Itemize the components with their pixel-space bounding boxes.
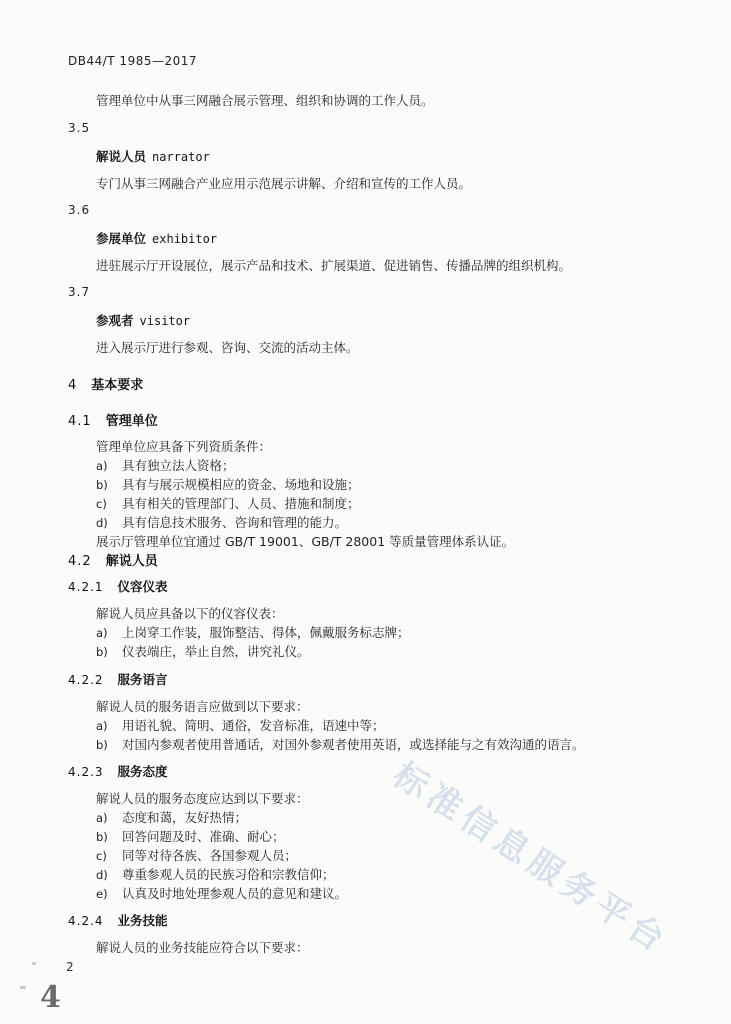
list-item (96, 827, 285, 845)
list-text: 态度和蔼，友好热情； (122, 810, 248, 825)
list-item (96, 808, 247, 826)
list-marker: a) (96, 459, 108, 473)
subsection-heading (68, 577, 168, 595)
subsection-title: 仪容仪表 (117, 579, 168, 594)
list-text: 上岗穿工作装，服饰整洁、得体，佩戴服务标志牌； (122, 625, 410, 640)
list-text: 认真及时地处理参观人员的意见和建议。 (122, 886, 348, 901)
term-definition: 专门从事三网融合产业应用示范展示讲解、介绍和宣传的工作人员。 (96, 176, 472, 191)
section-number: 4 (68, 378, 78, 393)
scan-speck (20, 986, 26, 989)
paragraph: 展示厅管理单位宜通过 GB/T 19001、GB/T 28001 等质量管理体系认证。 (96, 534, 515, 549)
subsection-number: 4.2.2 (68, 673, 104, 687)
list-marker: b) (96, 830, 108, 844)
term-heading (96, 311, 190, 329)
paragraph: 解说人员的服务语言应做到以下要求： (96, 699, 309, 714)
subsection-title: 业务技能 (117, 913, 168, 928)
paragraph: 解说人员的服务态度应达到以下要求： (96, 791, 309, 806)
term-en: visitor (139, 314, 191, 328)
term-number: 3.7 (68, 285, 91, 299)
term-cn: 参观者 (96, 313, 134, 328)
subsection-heading (68, 762, 168, 780)
term-en: exhibitor (152, 232, 218, 246)
list-text: 具有独立法人资格； (122, 458, 235, 473)
list-marker: c) (96, 497, 107, 511)
list-marker: a) (96, 626, 108, 640)
term-definition: 进入展示厅进行参观、咨询、交流的活动主体。 (96, 340, 359, 355)
list-marker: a) (96, 811, 108, 825)
subsection-number: 4.2.1 (68, 580, 104, 594)
list-item (96, 494, 360, 512)
intro-text: 管理单位中从事三网融合展示管理、组织和协调的工作人员。 (96, 93, 434, 108)
section-number: 4.1 (68, 414, 92, 429)
section-title: 管理单位 (105, 414, 158, 429)
list-item (96, 475, 360, 493)
paragraph: 解说人员应具备以下的仪容仪表： (96, 606, 284, 621)
corner-mark: 4 (40, 980, 61, 1015)
list-item (96, 735, 585, 753)
section-number: 4.2 (68, 554, 92, 569)
list-item (96, 865, 335, 883)
list-item (96, 884, 347, 902)
list-marker: e) (96, 887, 108, 901)
section-title: 解说人员 (105, 554, 158, 569)
subsection-title: 服务态度 (117, 764, 168, 779)
section-heading (68, 374, 143, 393)
section-title: 基本要求 (91, 378, 144, 393)
list-item (96, 456, 235, 474)
section-heading (68, 550, 158, 569)
term-cn: 解说人员 (96, 149, 147, 164)
subsection-number: 4.2.3 (68, 765, 104, 779)
list-text: 用语礼貌、简明、通俗，发音标准，语速中等； (122, 718, 385, 733)
list-marker: b) (96, 738, 108, 752)
term-heading (96, 229, 217, 247)
paragraph: 管理单位应具备下列资质条件： (96, 439, 272, 454)
list-text: 具有与展示规模相应的资金、场地和设施； (122, 477, 360, 492)
subsection-title: 服务语言 (117, 672, 168, 687)
list-marker: a) (96, 719, 108, 733)
list-item (96, 642, 310, 660)
subsection-heading (68, 670, 168, 688)
list-marker: b) (96, 645, 108, 659)
list-marker: d) (96, 516, 108, 530)
watermark: 标准信息服务平台 (385, 754, 677, 963)
scan-speck (32, 962, 36, 965)
page-number: 2 (66, 960, 74, 974)
list-item (96, 623, 410, 641)
list-text: 同等对待各族、各国参观人员； (122, 848, 298, 863)
list-item (96, 513, 347, 531)
list-item (96, 716, 385, 734)
subsection-heading (68, 911, 168, 929)
section-heading (68, 410, 158, 429)
term-en: narrator (152, 150, 210, 164)
document-code: DB44/T 1985—2017 (68, 54, 198, 68)
list-marker: d) (96, 868, 108, 882)
list-text: 具有相关的管理部门、人员、措施和制度； (122, 496, 360, 511)
term-number: 3.5 (68, 121, 91, 135)
list-text: 仪表端庄，举止自然，讲究礼仪。 (122, 644, 310, 659)
list-text: 具有信息技术服务、咨询和管理的能力。 (122, 515, 348, 530)
term-heading (96, 147, 210, 165)
subsection-number: 4.2.4 (68, 914, 104, 928)
list-item (96, 846, 297, 864)
list-text: 尊重参观人员的民族习俗和宗教信仰； (122, 867, 335, 882)
term-number: 3.6 (68, 203, 91, 217)
term-definition: 进驻展示厅开设展位，展示产品和技术、扩展渠道、促进销售、传播品牌的组织机构。 (96, 258, 572, 273)
list-marker: c) (96, 849, 107, 863)
term-cn: 参展单位 (96, 231, 147, 246)
list-text: 回答问题及时、准确、耐心； (122, 829, 285, 844)
list-text: 对国内参观者使用普通话，对国外参观者使用英语，或选择能与之有效沟通的语言。 (122, 737, 585, 752)
paragraph: 解说人员的业务技能应符合以下要求： (96, 940, 309, 955)
list-marker: b) (96, 478, 108, 492)
